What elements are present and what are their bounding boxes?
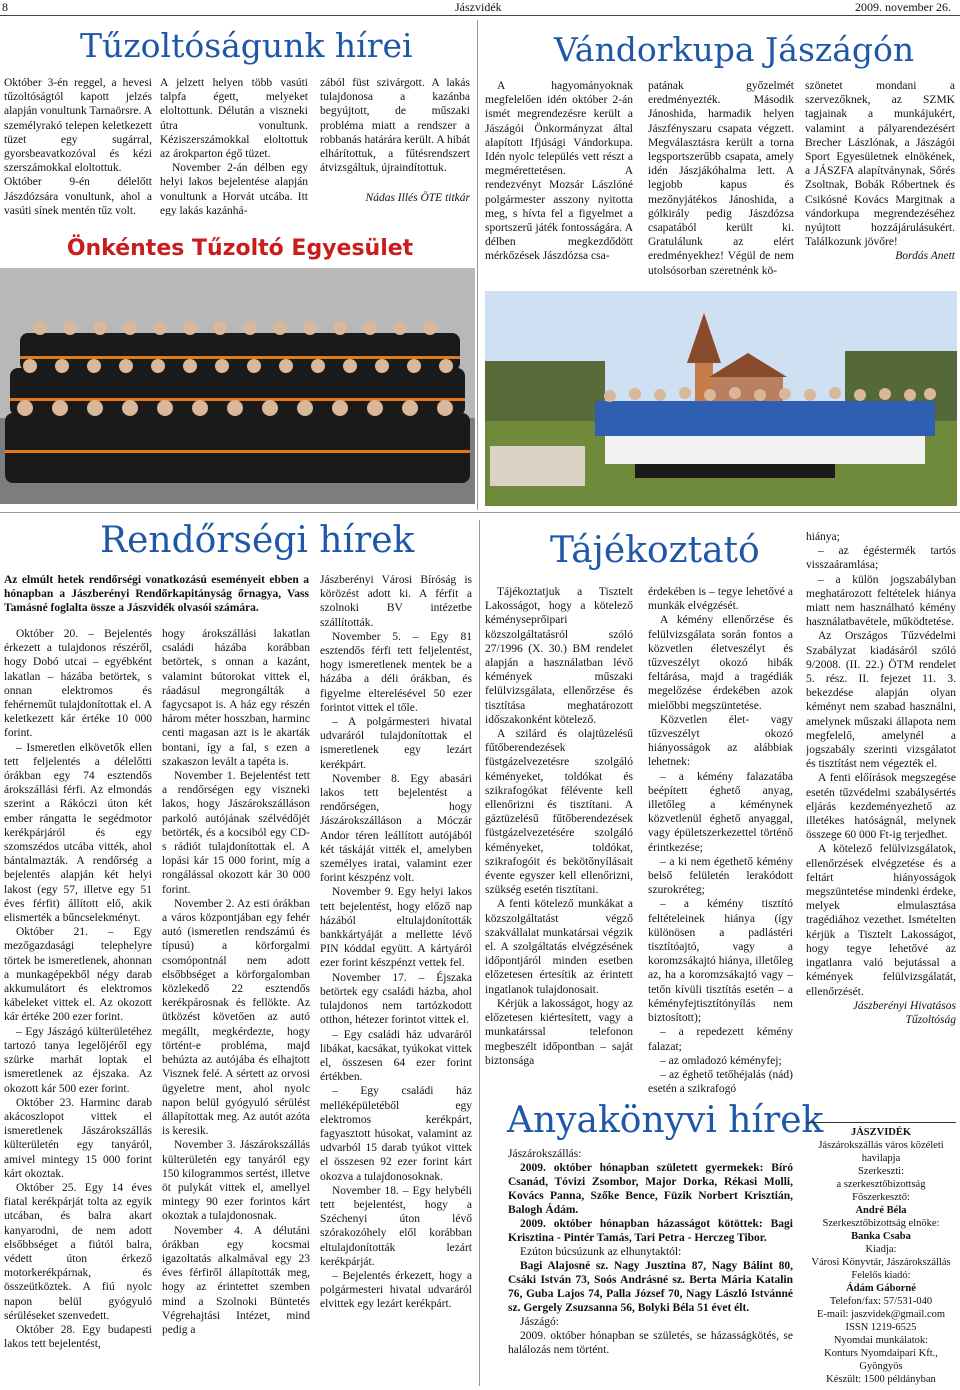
fire-col1-p1: Október 3-én reggel, a hevesi tűzoltóságtól kapott jelzés alapján vonultunk Tarnaörsre. A személyrakó telepen keletkezett tüzet egy sugárral, gyorsbeavatkozóval és kézi szerszámokkal eloltottuk. (4, 77, 152, 175)
police-title: Rendőrségi hírek (100, 520, 415, 561)
registry-line-6: Jászágó: (520, 1316, 559, 1328)
page-header (0, 0, 960, 14)
info-signature: Jászberényi Hivatásos Tűzoltóság (852, 999, 956, 1026)
police-col2-p3: November 2. Az esti órákban a város központjában egy fehér autó (ismeretlen rendszámú és típusú) a körforgalmi csomópontnál nem adott elsőbbséget a körforgalomban közlekedő 22 esztendős kerékpárosnak és fellökte. Az ütközést követően az autó megállt, megkérdezte, hogy történt-e probléma, majd behúzta az autójába és elhajtott Visznek felé. A sértett az orvosi ügyeletre ment, ahol nyolc napon belül gyógyuló sérülést állapítottak meg. Az autót azóta is keresik. (162, 897, 310, 1138)
info-col3-p1: hiánya; (806, 531, 840, 543)
fire-signature: Nádas Illés ÖTE titkár (365, 192, 470, 205)
fire-col-2 (160, 76, 308, 216)
registry-body (508, 1147, 793, 1387)
cup-col3-p1: szönetet mondani a szervezőknek, az SZMK tagjainak a munkájukért, valamint a pályarendezésért Brecher Lászlónak, a Jászágói Sport Egyesületnek elnökének, a JÁSZFA alapítványnak, Sőrés Zsoltnak, Bobák Róbertnek és Csikósné Kovács Margitnak a vándorkupa megrendezéséhez nyújtott hozzájárulásukért. Találkozunk jövőre! (805, 80, 955, 249)
cup-col2-p1: patának győzelmét eredményezték. Második Jánoshida, harmadik helyen Jászfényszaru csapata végzett. Megválasztásra került a torna legsportszerűbb csapata, amely idén Jászjákóhalma lett. A legjobb kapus és mezőnyjátékos Jánoshida, a gólkirály pedig Jászdózsa csapatából került ki. Gratulálunk az elért eredményekhez! Végül de nem utolsósorban szeretnénk kö- (648, 80, 794, 277)
info-col-1 (485, 585, 633, 1105)
registry-line-4: Ezúton búcsúzunk az elhunytaktól: (520, 1246, 682, 1258)
divider-top (477, 20, 478, 510)
fire-title: Tűzoltóságunk hírei (80, 26, 413, 65)
info-col1-p1: Tájékoztatjuk a Tisztelt Lakosságot, hogy a kötelező kéményseprőipari közszolgáltatásról szóló 27/1996 (X. 30.) BM rendelet alapján a használatban lévő kémények műszaki felülvizsgálata, ellenőrzése és tisztítása meghatározott időszakonként kötelező. (485, 586, 633, 726)
info-col-3 (806, 530, 956, 1105)
fire-col3-p1: zából füst szivárgott. A lakás tulajdonosa a kazánba begyújtott, de műszaki probléma miatt a rendszer a robbanás határára került. A hibát elhárítottuk, a fűtésrendszert átvizsgáltuk, újraindítottuk. (320, 77, 470, 175)
police-col1-p3: Október 21. – Egy mezőgazdasági telephelyre törtek be ismeretlenek, ahonnan a munkagépekből négy darab akkumulátort és elektromos kábeleket vittek el. Az okozott kár értéke 200 ezer forint. (4, 926, 152, 1024)
fire-col-3 (320, 76, 470, 216)
police-col1-p4: – Egy Jászágó külterületéhez tartozó tanya legelőjéről egy szürke marhát loptak el ismeretlenek az éjszaka. Az okozott kár 500 ezer forint. (4, 1025, 152, 1095)
registry-line-7: 2009. október hónapban se születés, se házasságkötés, se halálozás nem történt. (508, 1330, 793, 1356)
imprint-box (806, 1122, 956, 1386)
imprint-line-16: Nyomdai munkálatok: (833, 1335, 929, 1346)
imprint-line-15: ISSN 1219-6525 (845, 1322, 917, 1333)
police-col3-p7: – Egy családi ház udvaráról libákat, kacsákat, tyúkokat vittek el, összesen 64 ezer forint értékben. (320, 1028, 472, 1084)
info-col2-p9: – az éghető tetőhéjalás (nád) esetén a szikrafogó (648, 1068, 793, 1096)
fire-col1-p2: Október 9-én délelőtt Jászdózsára vonultunk, ahol a vasúti sínek mentén tűz volt. (4, 176, 152, 216)
police-col2-p5: November 4. A délutáni órákban egy kocsmai igazoltatás alkalmával egy 23 éves férfiről állapították meg, hogy az érintettet szemben mind a Szolnoki Büntetés Végrehajtási Intézet, mind pedig a (162, 1224, 310, 1336)
fire-banner-text: Önkéntes Tűzoltó Egyesület (66, 236, 414, 261)
info-col3-p4: Az Országos Tűzvédelmi Szabályzat kiadásáról szóló 9/2008. (II. 22.) ÖTM rendelet 5. rész. II. fejezet 11. 3. bekezdése alapján olyan kéményt nem szabad használni, amelynek műszaki állapota nem megfelelő, amelynél a jogszabály szerinti vizsgálatot és tisztítást nem végezték el. (806, 630, 956, 771)
info-col3-p5: A fenti előírások megszegése esetén tűzvédelmi szabálysértés eljárás kezdeményezhető az illetékes hatóságnál, melynek összege 60 000 Ft-ig terjedhet. (806, 772, 956, 842)
police-col3-p4: November 8. Egy abasári lakos tett bejelentést a rendőrségen, hogy Jászárokszálláson a Móczár Andor téren leállított autójából két táskáját vitték el, amelyben személyes iratai, valamint ezer forint készpénz volt. (320, 772, 472, 885)
info-col-2 (648, 585, 793, 1105)
police-col-3 (320, 573, 472, 1387)
imprint-line-14: E-mail: jaszvidek@gmail.com (816, 1309, 946, 1320)
info-col2-p5: – a ki nem égethető kémény belső felületén lerakódott szurokréteg; (648, 855, 793, 897)
info-col3-p2: – az égéstermék tartós visszaáramlása; (806, 545, 956, 572)
cup-col1-p1: A hagyományoknak megfelelően idén október 2-án ismét megrendezésre került a Jászágói Önkormányzat által alapított Ifjúsági Vándorkupa. Idén nyolc település vett részt a megmérettetésen. A rendezvényt Mozsár Lászlóné polgármester asszony nyitotta meg, s hívta fel a figyelmet a sportszerű játék fontosságára. A délben megkezdődött mérkőzések Jászdózsa csa- (485, 80, 633, 263)
cup-signature: Bordás Anett (895, 250, 955, 263)
police-lead: Az elmúlt hetek rendőrségi vonatkozású eseményeit ebben a hónapban a Jászberényi Rendőrkapitányság őrnagya, Vass Tamásné foglalta össze a Jászvidék olvasói számára. (4, 574, 309, 615)
imprint-line-18: Gyöngyös (859, 1361, 903, 1372)
police-col3-p3: – A polgármesteri hivatal udvaráról tulajdonítottak el ismeretlenek egy lezárt kerékpárt. (320, 716, 472, 771)
info-col1-p4: Kérjük a lakosságot, hogy az előzetesen kiértesített, vagy a munkatárssal telefonon megbeszélt időpontban – saját biztonsága (485, 997, 633, 1067)
police-col1-p7: Október 28. Egy budapesti lakos tett bejelentést, (4, 1323, 152, 1351)
police-col3-p9: November 18. – Egy helybéli tett bejelentést, hogy a Széchenyi úton lévő szórakozóhely elől korábban eltulajdonították lezárt kerékpárját. (320, 1184, 472, 1268)
football-teams-photo (485, 291, 957, 506)
imprint-line-2: Jászárokszállás város közéleti havilapja (818, 1140, 944, 1164)
divider-bottom (479, 520, 480, 1386)
imprint-line-17: Konturs Nyomdaipari Kft., (824, 1348, 938, 1359)
police-col2-p1: hogy árokszállási lakatlan családi házába korábban betörtek, s onnan a kazánt, valamint bútorokat vittek el, ráadásul megrongálták a fagycsapot is. A ház egy részén három méter hosszban, harminc centi magasan azt is le akarták bontani, így a fal, s ezen a szakaszon levált a tapéta is. (162, 628, 310, 768)
registry-title: Anyakönyvi hírek (507, 1100, 824, 1141)
imprint-line-9: Kiadja: (865, 1244, 897, 1255)
imprint-line-3: Szerkeszti: (857, 1166, 905, 1177)
registry-line-2: 2009. október hónapban született gyermekek: Bíró Csanád, Tóvizi Zsombor, Major Dorka, Rékasi Molli, Kovács Panna, Szőke Bence, Füzik Norbert Krisztián, Balogh Ádám. (508, 1162, 793, 1216)
issue-date: 2009. november 26. (855, 0, 951, 14)
fire-col2-p2: November 2-án délben egy helyi lakos bejelentése alapján vonultunk a Horvát utcába. Itt egy lakás kazánhá- (160, 162, 308, 216)
police-col1-p2: – Ismeretlen elkövetők ellen tett feljelentés a délelőtti órákban egy 74 esztendős árokszállási férfi. Az elmondás szerint a Rákóczi úton két ember rángatta le segédmotor kerékpárjáról és egy szomszédos utcába vitték, ahol bántalmazták. A rendőrség a bejelentés alapján két helyi lakost (egy 57, illetve egy 51 éves férfit) állított elő, akik elismerték a bűncselekményt. (4, 741, 152, 925)
info-col2-p7: – a repedezett kémény falazat; (648, 1026, 793, 1053)
header-rule (0, 15, 960, 16)
info-col2-p8: – az omladozó kéményfej; (660, 1054, 782, 1067)
info-col2-p6: – a kémény tisztító feltételeinek hiánya (így különösen a padlástéri tisztítóajtó, vagy a koromzsákajtó hiánya, illetőleg az, ha a koromzsákajtó vagy – tetőn kívüli tisztítás esetén – a kéményfejtisztítónyílás nem biztosított); (648, 898, 793, 1025)
registry-line-3: 2009. október hónapban házasságot kötöttek: Bagi Krisztina - Pintér Tamás, Tari Petra - Herczeg Tibor. (508, 1218, 793, 1244)
police-col2-p4: November 3. Jászárokszállás külterületén egy tanyáról egy 150 kilogrammos sertést, illetve öt pulykát vittek el, amellyel mintegy 90 ezer forintos kárt okoztak a tulajdonosnak. (162, 1139, 310, 1223)
cup-col-3 (805, 79, 955, 289)
info-col1-p3: A fenti kötelező munkákat a közszolgáltatást végző szakvállalat munkatársai végzik el. A szolgáltatás elvégzésének időpontjáról minden esetben előzetesen értesítik az érintett ingatlanok tulajdonosait. (485, 898, 633, 996)
info-col1-p2: A szilárd és olajtüzelésű fűtőberendezések füstgázelvezetésre szolgáló kéményeket, toldókat és szikrafogókat félévente kell ellenőrizni és tisztítani. A gáztüzelésű fűtőberendezések füstgázelvezetésére szolgáló kéményeket, toldókat, szikrafogóit és bekötőnyílásait évente egyszer kell ellenőrizni, szükség esetén tisztítani. (485, 728, 633, 897)
imprint-line-10: Városi Könyvtár, Jászárokszállás (811, 1257, 951, 1268)
registry-line-5: Bagi Alajosné sz. Nagy Jusztina 87, Nagy Bálint 80, Csáki István 73, Soós Andrásné sz. Berta Mária Katalin 76, Guba Lajos 74, Palla József 70, Nagy László Istvánné sz. Gergely Zsuzsanna 56, Bolyki Béla 51 évet élt. (508, 1260, 793, 1314)
imprint-line-7: Szerkesztőbizottság elnöke: (822, 1218, 940, 1229)
imprint-line-19: Készült: 1500 példányban (826, 1374, 936, 1385)
police-col3-p1: Jászberényi Városi Bíróság is körözést adott ki. A férfit a szolnoki BV intézetbe szállították. (320, 574, 472, 629)
police-col3-p5: November 9. Egy helyi lakos tett bejelentést, hogy előző nap házából eltulajdonították bankkártyáját a mellette lévő PIN kóddal együtt. A kártyáról ezer forint készpénzt vettek fel. (320, 886, 472, 970)
imprint-line-12: Ádám Gáborné (846, 1283, 916, 1294)
police-col1-p6: Október 25. Egy 14 éves fiatal kerékpárját tolta az egyik utcában, és balra akart kanyarodni, de nem adott elsőbbséget a fiútól balra, védett úton érkező motorkerékpárnak, és összeütköztek. A fiú nyolc napon belül gyógyuló sérüléseket szenvedett. (4, 1181, 152, 1322)
imprint-line-1: JÁSZVIDÉK (850, 1127, 912, 1138)
imprint-line-11: Felelős kiadó: (851, 1270, 911, 1281)
fire-col2-p1: A jelzett helyen több vasúti talpfa égett, melyeket eloltottunk. Délután a viszneki útra vonultunk. Kéziszerszámokkal eloltottuk az árokparton égő tüzet. (160, 77, 308, 161)
football-photo-svg (485, 291, 957, 506)
registry-line-1: Jászárokszállás: (508, 1148, 582, 1160)
info-col2-p1: érdekében is – tegye lehetővé a munkák elvégzését. (648, 586, 793, 613)
police-col-2 (162, 627, 310, 1387)
cup-col-1 (485, 79, 633, 289)
imprint-line-5: Főszerkesztő: (852, 1192, 910, 1203)
info-col2-p4: – a kémény falazatába beépített éghető anyag, illetőleg a kéménynek közvetlenül éghető anyaggal, vagy épületszerkezettel történő érintkezése; (648, 770, 793, 854)
info-col2-p2: A kémény ellenőrzése és felülvizsgálata során fontos a közvetlen életveszélyt és tűzveszélyt okozó hibák feltárása, majd a tragédiák megelőzése érdekében azok mielőbbi megszüntetése. (648, 614, 793, 712)
info-col3-p6: A kötelező felülvizsgálatok, ellenőrzések elvégzetése és a feltárt hiányosságok megszüntetése mindenki érdeke, melyek elmulasztása tragédiához vezethet. Ismételten kérjük a Tisztelt Lakosságot, hogy tegye lehetővé az ingatlanra való bejutással a kémények felülvizsgálatát, ellenőrzését. (806, 843, 956, 998)
page-number: 8 (2, 0, 8, 14)
police-col3-p8: – Egy családi ház melléképületéből egy elektromos kerékpárt, fagyasztott húsokat, valamint az udvarból 15 darab tyúkot vittek el összesen 92 ezer forint kárt okozva a tulajdonosoknak. (320, 1085, 472, 1183)
info-title: Tájékoztató (550, 530, 760, 571)
cup-col-2 (648, 79, 794, 289)
police-col-1 (4, 627, 152, 1387)
info-col2-p3: Közvetlen élet- vagy tűzveszélyt okozó hiányosságok az alábbiak lehetnek: (648, 713, 793, 769)
imprint-line-6: André Béla (855, 1205, 907, 1216)
police-col3-p6: November 17. – Éjszaka betörtek egy családi házba, ahol tulajdonos nem tartózkodott otthon, hétezer forintot vittek el. (320, 971, 472, 1027)
police-col3-p2: November 5. – Egy 81 esztendős férfi tett feljelentést, hogy ismeretlenek mentek be a házába a déli órákban, és figyelme elterelésével 50 ezer forintot vittek el tőle. (320, 630, 472, 714)
paper-name: Jászvidék (455, 0, 502, 14)
fire-brigade-photo (0, 228, 475, 504)
imprint-line-4: a szerkesztőbizottság (836, 1179, 926, 1190)
info-col3-p3: – a külön jogszabályban meghatározott feltételek hiánya miatt nem használható kémény használatbavétele, működtetése. (806, 573, 956, 629)
police-col3-p10: – Bejelentés érkezett, hogy a polgármesteri hivatal udvaráról elvittek egy lezárt kerékpárt. (320, 1269, 472, 1311)
imprint-line-8: Banka Csaba (851, 1231, 911, 1242)
fire-photo-svg (0, 228, 475, 504)
police-col1-p5: Október 23. Harminc darab akácoszlopot vittek el ismeretlenek Jászárokszállás külterületén egy tanyáról, amivel mintegy 15 000 forint kárt okoztak. (4, 1096, 152, 1180)
police-col2-p2: November 1. Bejelentést tett a rendőrségen egy viszneki lakos, hogy Jászárokszálláson parkoló autójának szélvédőjét betörték, és a kocsiból egy CD-s rádiót tulajdonítottak el. A lopási kár 15 000 forint, míg a rongálással okozott kár 30 000 forint. (162, 770, 310, 896)
cup-title: Vándorkupa Jászágón (554, 30, 915, 69)
police-col1-p1: Október 20. – Bejelentés érkezett a tulajdonos részéről, hogy Dobó utcai – egyébként lakatlan – házába betörtek, s onnan elektromos és fehérneműt tulajdonítottak el. A keletkezett kár értéke 10 000 forint. (4, 628, 152, 740)
fire-col-1 (4, 76, 152, 216)
imprint-line-13: Telefon/fax: 57/531-040 (829, 1296, 933, 1307)
mid-rule (0, 512, 960, 513)
